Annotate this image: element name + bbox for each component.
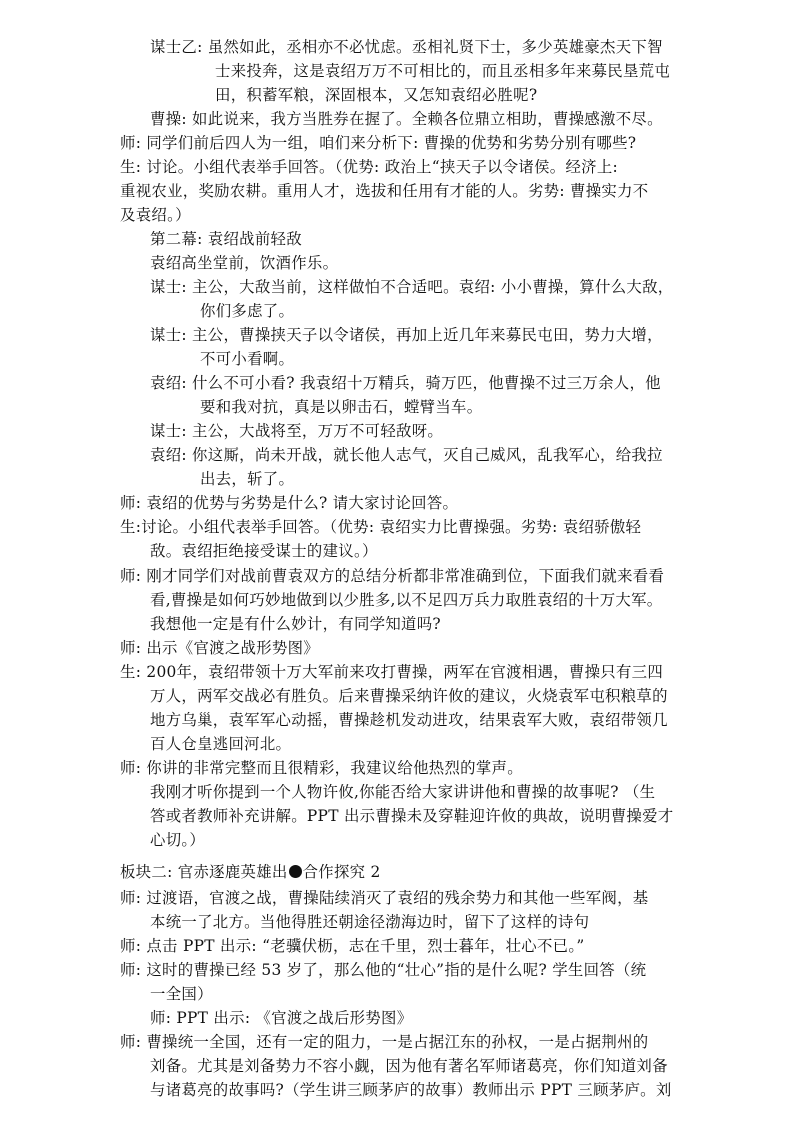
text-line: 百人仓皇逃回河北。: [150, 735, 292, 753]
text-line: 心切。）: [150, 831, 206, 849]
text-line: 袁绍高坐堂前，饮酒作乐。: [150, 254, 339, 272]
text-line: 一全国）: [150, 985, 213, 1003]
text-line: 我想他一定是有什么妙计，有同学知道吗?: [150, 615, 441, 633]
text-line: 地方乌巢，袁军军心动摇，曹操趁机发动进攻，结果袁军大败，袁绍带领几: [150, 711, 668, 729]
text-line: 谋士乙: 虽然如此，丞相亦不必忧虑。丞相礼贤下士，多少英雄豪杰天下智: [150, 38, 663, 56]
text-line: 及袁绍。）: [120, 206, 191, 224]
text-line: 师: 过渡语，官渡之战，曹操陆续消灭了袁绍的残余势力和其他一些军阀，基: [120, 889, 649, 907]
text-line: 重视农业，奖励农耕。重用人才，选拔和任用有才能的人。劣势: 曹操实力不: [120, 182, 649, 200]
scene-heading: 第二幕: 袁绍战前轻敌: [150, 230, 302, 248]
text-line: 刘备。尤其是刘备势力不容小觑，因为他有著名军师诸葛亮，你们知道刘备: [150, 1057, 668, 1075]
text-line: 谋士: 主公，大战将至，万万不可轻敌呀。: [150, 422, 444, 440]
text-line: 本统一了北方。当他得胜还朝途径渤海边时，留下了这样的诗句: [150, 913, 590, 931]
text-line: 袁绍: 什么不可小看? 我袁绍十万精兵，骑万匹，他曹操不过三万余人，他: [150, 374, 661, 392]
section-heading-title: 板块二: 官赤逐鹿英雄出: [120, 863, 288, 881]
text-line: 师: 这时的曹操已经 53 岁了，那么他的“壮心”指的是什么呢? 学生回答（统: [120, 961, 647, 979]
text-line: 不可小看啊。: [200, 350, 295, 368]
text-line: 答或者教师补充讲解。PPT 出示曹操未及穿鞋迎许攸的典故，说明曹操爱才: [150, 807, 674, 825]
text-line: 谋士: 主公，曹操挟天子以令诸侯，再加上近几年来募民屯田，势力大增，: [150, 326, 663, 344]
text-line: 万人，两军交战必有胜负。后来曹操采纳许攸的建议，火烧袁军屯积粮草的: [150, 687, 668, 705]
text-line: 生: 200年，袁绍带领十万大军前来攻打曹操，两军在官渡相遇，曹操只有三四: [120, 663, 664, 681]
text-line: 看,曹操是如何巧妙地做到以少胜多,以不足四万兵力取胜袁绍的十万大军。: [150, 591, 663, 609]
text-line: 师: PPT 出示: 《官渡之战后形势图》: [150, 1009, 413, 1027]
text-line: 生: 讨论。小组代表举手回答。（优势: 政治上“挟天子以令诸侯。经济上:: [120, 158, 619, 176]
text-line: 师: 曹操统一全国，还有一定的阻力，一是占据江东的孙权，一是占据荆州的: [120, 1033, 649, 1051]
text-line: 与诸葛亮的故事吗?（学生讲三顾茅庐的故事）教师出示 PPT 三顾茅庐。刘: [150, 1081, 672, 1099]
black-circle-icon: [289, 865, 302, 878]
text-line: 士来投奔，这是袁绍万万不可相比的，而且丞相多年来募民垦荒屯: [215, 62, 671, 80]
section-heading: [120, 861, 381, 883]
text-line: 师: 点击 PPT 出示: “老骥伏枥，志在千里，烈士暮年，壮心不已。”: [120, 937, 585, 955]
text-line: 师: 同学们前后四人为一组，咱们来分析下: 曹操的优势和劣势分别有哪些?: [120, 134, 637, 152]
text-line: 谋士: 主公，大敌当前，这样做怕不合适吧。袁绍: 小小曹操，算什么大敌，: [150, 278, 674, 296]
text-line: 袁绍: 你这厮，尚未开战，就长他人志气，灭自己威风，乱我军心，给我拉: [150, 446, 663, 464]
text-line: 曹操: 如此说来，我方当胜券在握了。全赖各位鼎立相助，曹操感激不尽。: [150, 110, 663, 128]
text-line: 田，积蓄军粮，深固根本，又怎知袁绍必胜呢?: [215, 86, 538, 104]
text-line: 敌。袁绍拒绝接受谋士的建议。）: [150, 542, 378, 560]
text-line: 出去，斩了。: [200, 470, 295, 488]
text-line: 我刚才听你提到一个人物许攸,你能否给大家讲讲他和曹操的故事呢? （生: [150, 783, 656, 801]
section-heading-subtitle: 合作探究 2: [302, 863, 381, 881]
text-line: 你们多虑了。: [200, 302, 295, 320]
text-line: 生:讨论。小组代表举手回答。（优势: 袁绍实力比曹操强。劣势: 袁绍骄傲轻: [120, 518, 642, 536]
text-line: 师: 刚才同学们对战前曹袁双方的总结分析都非常准确到位，下面我们就来看看: [120, 567, 665, 585]
text-line: 要和我对抗，真是以卵击石，螳臂当车。: [200, 398, 483, 416]
text-line: 师: 你讲的非常完整而且很精彩，我建议给他热烈的掌声。: [120, 759, 523, 777]
text-line: 师: 出示《官渡之战形势图》: [120, 639, 319, 657]
text-line: 师: 袁绍的优势与劣势是什么? 请大家讨论回答。: [120, 494, 459, 512]
